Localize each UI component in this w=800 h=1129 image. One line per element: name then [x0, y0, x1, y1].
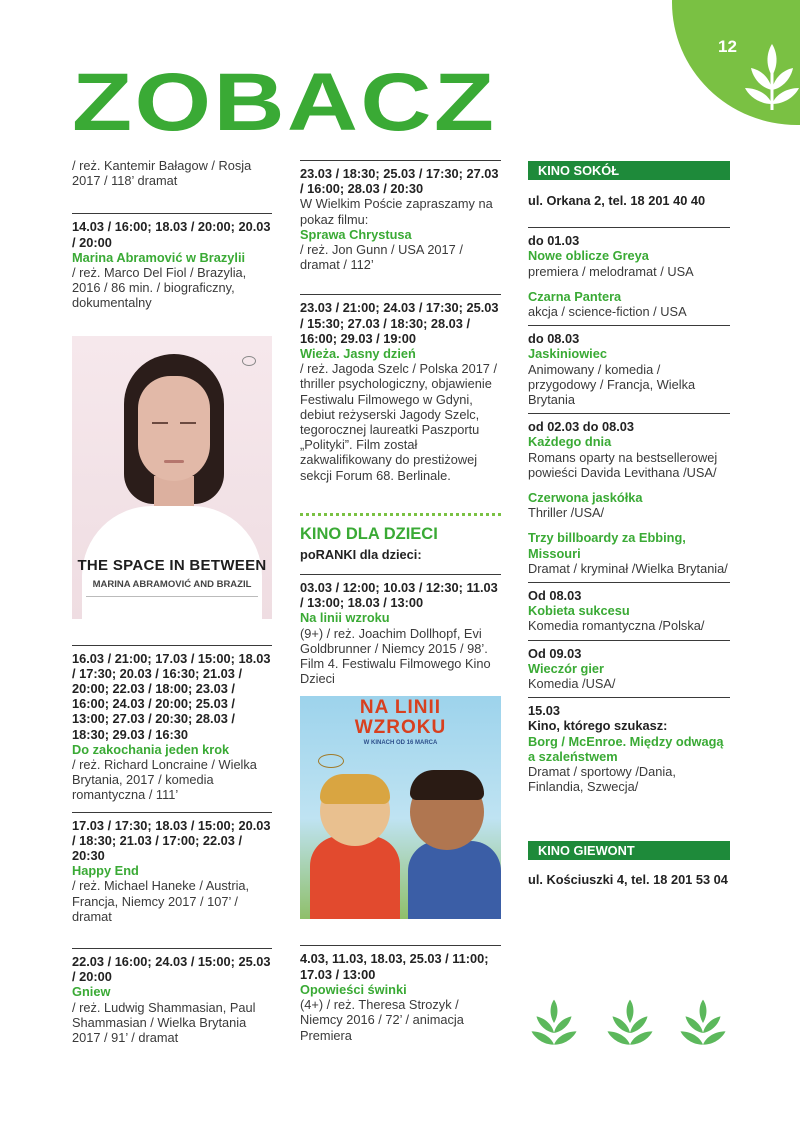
film-title: Borg / McEnroe. Między odwagą a szaleństwem	[528, 733, 724, 764]
film-desc: Romans oparty na bestsellerowej powieści Davida Levithana /USA/	[528, 449, 718, 480]
film-dates: 22.03 / 16:00; 24.03 / 15:00; 25.03 / 20:00	[72, 954, 271, 985]
poster-na-linii-wzroku	[300, 696, 501, 919]
film-title: Nowe oblicze Greya	[528, 248, 649, 264]
film-entry	[300, 160, 501, 272]
film-entry	[72, 645, 272, 803]
film-dates: 14.03 / 16:00; 18.03 / 20:00; 20.03 / 20:00	[72, 219, 271, 250]
sprout-icon	[745, 42, 800, 112]
sprout-decoration	[526, 998, 730, 1050]
schedule-group	[528, 413, 730, 576]
film-title: Happy End	[72, 863, 139, 879]
page-number: 12	[718, 37, 737, 56]
dotted-divider	[300, 513, 501, 516]
poster-title-line1: NA LINII	[359, 697, 442, 719]
page-heading: ZOBACZ	[72, 57, 497, 148]
film-title: Wieczór gier	[528, 660, 604, 676]
cinema-address-giewont: ul. Kościuszki 4, tel. 18 201 53 04	[528, 871, 728, 887]
film-desc: Komedia romantyczna /Polska/	[528, 618, 705, 634]
cinema-name-giewont: KINO GIEWONT	[528, 841, 730, 860]
film-title: Wieża. Jasny dzień	[300, 346, 416, 362]
film-desc: / reż. Jagoda Szelc / Polska 2017 / thriller psychologiczny, objawienie Festiwalu Filmowego w Gdyni, debiut reżyserski Jagody Szelc, tegorocznej laureatki Paszportu „Polityki”. Film został zakwalifikowany do prestiżowej sekcji Forum 68. Berlinale.	[300, 361, 498, 483]
film-title: Czarna Pantera	[528, 288, 622, 304]
column-1	[72, 158, 272, 1045]
kids-section-subheading: poRANKI dla dzieci:	[300, 546, 422, 562]
sprout-icon	[530, 998, 578, 1048]
film-dates: 17.03 / 17:30; 18.03 / 15:00; 20.03 / 18:30; 21.03 / 17:00; 22.03 / 20:30	[72, 817, 271, 864]
film-desc: premiera / melodramat / USA	[528, 263, 694, 279]
film-entry	[300, 574, 501, 686]
laurel-icon	[242, 356, 256, 366]
cinema-name-sokol: KINO SOKÓŁ	[528, 161, 730, 180]
film-title: Marina Abramović w Brazylii	[72, 249, 246, 265]
poster-subtitle: MARINA ABRAMOVIĆ AND BRAZIL	[92, 578, 252, 590]
poster-title: THE SPACE IN BETWEEN	[77, 556, 267, 574]
group-date: Od 09.03	[528, 645, 582, 661]
schedule-group	[528, 640, 730, 692]
schedule-group	[528, 325, 730, 407]
film-desc: Thriller /USA/	[528, 505, 605, 521]
group-date: Od 08.03	[528, 588, 582, 604]
sprout-icon	[606, 998, 654, 1048]
film-intro: W Wielkim Poście zapraszamy na pokaz filmu:	[300, 196, 493, 227]
film-title: Trzy billboardy za Ebbing, Missouri	[528, 530, 686, 561]
film-entry	[72, 812, 272, 924]
column-3	[528, 161, 730, 906]
film-title: Każdego dnia	[528, 434, 612, 450]
schedule-group	[528, 227, 730, 319]
film-desc: akcja / science-fiction / USA	[528, 304, 687, 320]
group-date: od 02.03 do 08.03	[528, 419, 634, 435]
group-date: do 01.03	[528, 233, 580, 249]
film-intro: Kino, którego szukasz:	[528, 718, 668, 734]
poster-tagline: W KINACH OD 16 MARCA	[363, 740, 438, 747]
film-title: Sprawa Chrystusa	[300, 226, 412, 242]
film-title: Na linii wzroku	[300, 610, 390, 626]
group-date: 15.03	[528, 703, 561, 719]
film-desc: Animowany / komedia / przygodowy / Francja, Wielka Brytania	[528, 361, 696, 408]
film-desc: Dramat / kryminał /Wielka Brytania/	[528, 560, 728, 576]
poster-space-in-between	[72, 336, 272, 619]
cinema-address-sokol: ul. Orkana 2, tel. 18 201 40 40	[528, 193, 706, 208]
film-dates: 4.03, 11.03, 18.03, 25.03 / 11:00; 17.03 / 13:00	[300, 951, 489, 982]
film-desc: Dramat / sportowy /Dania, Finlandia, Szwecja/	[528, 764, 676, 795]
column-2	[300, 160, 501, 1043]
film-dates: 23.03 / 18:30; 25.03 / 17:30; 27.03 / 16:00; 28.03 / 20:30	[300, 166, 499, 197]
film-title: Do zakochania jeden krok	[72, 741, 230, 757]
film-desc: / reż. Ludwig Shammasian, Paul Shammasian / Wielka Brytania 2017 / 91’ / dramat	[72, 999, 256, 1046]
film-dates: 03.03 / 12:00; 10.03 / 12:30; 11.03 / 13:00; 18.03 / 13:00	[300, 580, 498, 611]
film-dates: 16.03 / 21:00; 17.03 / 15:00; 18.03 / 17:30; 20.03 / 16:30; 21.03 / 20:00; 22.03 / 18:00; 23.03 / 16:00; 24.03 / 20:00; 25.03 / 13:00; 27.03 / 20:30; 28.03 / 18:30; 29.03 / 16:30	[72, 650, 271, 742]
film-desc: / reż. Jon Gunn / USA 2017 / dramat / 112’	[300, 242, 463, 273]
film-desc: / reż. Marco Del Fiol / Brazylia, 2016 / 86 min. / biograficzny, dokumentalny	[72, 265, 247, 311]
intro-desc: / reż. Kantemir Bałagow / Rosja 2017 / 118’ dramat	[72, 158, 252, 189]
film-desc: (9+) / reż. Joachim Dollhopf, Evi Goldbrunner / Niemcy 2015 / 98’. Film 4. Festiwalu Filmowego Kino Dzieci	[300, 625, 491, 687]
film-desc: Komedia /USA/	[528, 676, 616, 692]
sprout-icon	[679, 998, 727, 1048]
film-dates: 23.03 / 21:00; 24.03 / 17:30; 25.03 / 15:30; 27.03 / 18:30; 28.03 / 16:00; 29.03 / 19:00	[300, 300, 499, 346]
film-entry	[300, 294, 501, 482]
film-title: Kobieta sukcesu	[528, 603, 630, 619]
film-title: Jaskiniowiec	[528, 346, 607, 362]
poster-title-line2: WZROKU	[354, 717, 447, 739]
film-desc: / reż. Richard Loncraine / Wielka Brytania, 2017 / komedia romantyczna / 111’	[72, 757, 257, 803]
corner-badge	[672, 0, 800, 125]
film-entry	[72, 213, 272, 310]
film-entry	[300, 945, 501, 1042]
film-desc: (4+) / reż. Theresa Strozyk / Niemcy 2016 / 72’ / animacja Premiera	[300, 997, 464, 1043]
film-title: Gniew	[72, 984, 111, 1000]
film-desc: / reż. Michael Haneke / Austria, Francja, Niemcy 2017 / 107’ / dramat	[72, 878, 250, 924]
film-entry	[72, 948, 272, 1045]
schedule-group	[528, 582, 730, 634]
film-title: Opowieści świnki	[300, 981, 407, 997]
schedule-group	[528, 697, 730, 794]
group-date: do 08.03	[528, 331, 580, 347]
kids-section-heading: KINO DLA DZIECI	[300, 524, 438, 543]
film-title: Czerwona jaskółka	[528, 490, 643, 506]
